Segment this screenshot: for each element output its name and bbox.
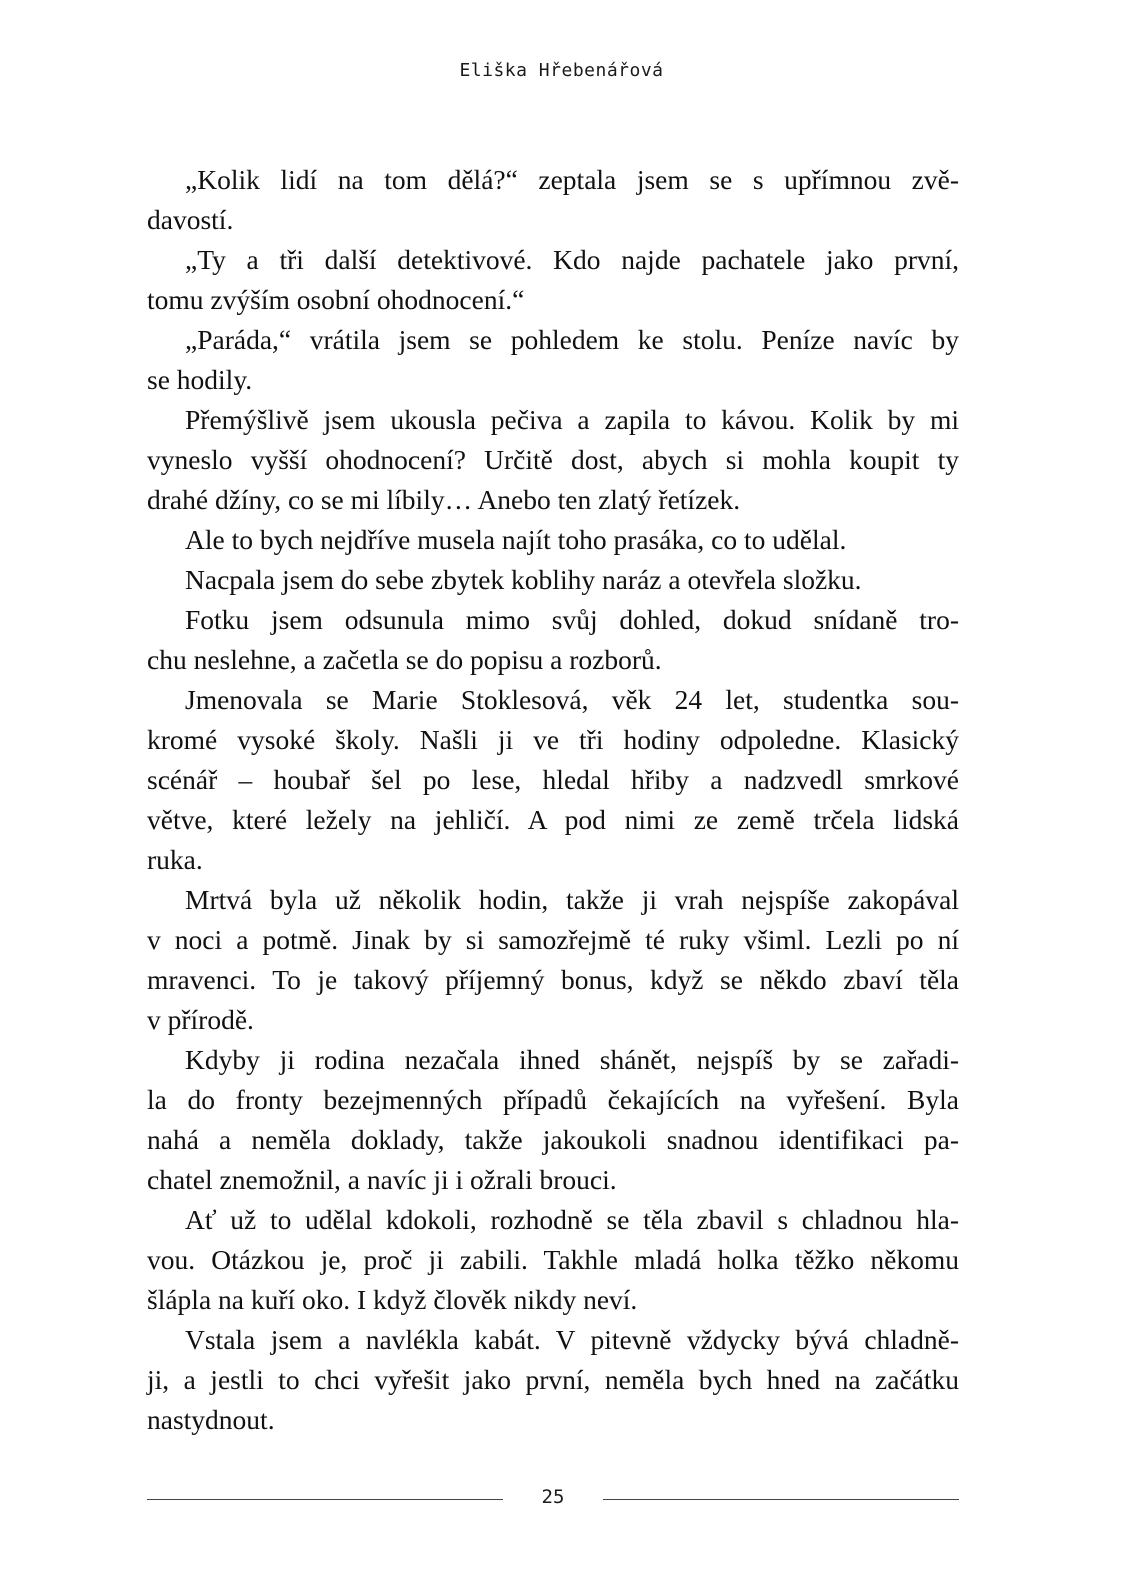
text-line: větve, které ležely na jehličí. A pod nimi ze země trčela lidská bbox=[147, 804, 959, 835]
text-line: nastydnout. bbox=[147, 1404, 275, 1435]
text-line: „Kolik lidí na tom dělá?“ zeptala jsem se s upřímnou zvě- bbox=[185, 164, 959, 195]
page-number: 25 bbox=[541, 1486, 565, 1508]
text-line: davostí. bbox=[147, 204, 234, 235]
text-line: chu neslehne, a začetla se do popisu a rozborů. bbox=[147, 644, 662, 675]
text-line: Přemýšlivě jsem ukousla pečiva a zapila to kávou. Kolik by mi bbox=[185, 404, 959, 435]
text-line: tomu zvýším osobní ohodnocení.“ bbox=[147, 284, 525, 315]
text-line: Vstala jsem a navlékla kabát. V pitevně vždycky bývá chladně- bbox=[185, 1324, 959, 1355]
body-text bbox=[147, 160, 959, 1440]
text-line: Kdyby ji rodina nezačala ihned shánět, nejspíš by se zařadi- bbox=[185, 1044, 959, 1075]
text-line: Nacpala jsem do sebe zbytek koblihy naráz a otevřela složku. bbox=[185, 564, 862, 595]
text-line: drahé džíny, co se mi líbily… Anebo ten zlatý řetízek. bbox=[147, 484, 741, 515]
text-line: vou. Otázkou je, proč ji zabili. Takhle mladá holka těžko někomu bbox=[147, 1244, 959, 1275]
text-line: la do fronty bezejmenných případů čekajících na vyřešení. Byla bbox=[147, 1084, 959, 1115]
footer-rule-right bbox=[603, 1499, 959, 1500]
text-line: vyneslo vyšší ohodnocení? Určitě dost, abych si mohla koupit ty bbox=[147, 444, 959, 475]
text-line: Mrtvá byla už několik hodin, takže ji vrah nejspíše zakopával bbox=[185, 884, 959, 915]
text-line: v noci a potmě. Jinak by si samozřejmě té ruky všiml. Lezli po ní bbox=[147, 924, 959, 955]
text-line: Ať už to udělal kdokoli, rozhodně se těla zbavil s chladnou hla- bbox=[185, 1204, 959, 1235]
text-line: šlápla na kuří oko. I když člověk nikdy neví. bbox=[147, 1284, 638, 1315]
text-line: „Ty a tři další detektivové. Kdo najde pachatele jako první, bbox=[185, 244, 959, 275]
text-line: mravenci. To je takový příjemný bonus, když se někdo zbaví těla bbox=[147, 964, 959, 995]
text-line: Ale to bych nejdříve musela najít toho prasáka, co to udělal. bbox=[185, 524, 847, 555]
text-line: chatel znemožnil, a navíc ji i ožrali brouci. bbox=[147, 1164, 617, 1195]
text-line: ji, a jestli to chci vyřešit jako první, neměla bych hned na začátku bbox=[147, 1364, 959, 1395]
text-line: Jmenovala se Marie Stoklesová, věk 24 let, studentka sou- bbox=[185, 684, 959, 715]
text-line: „Paráda,“ vrátila jsem se pohledem ke stolu. Peníze navíc by bbox=[185, 324, 959, 355]
text-line: scénář – houbař šel po lese, hledal hřiby a nadzvedl smrkové bbox=[147, 764, 959, 795]
running-head-author: Eliška Hřebenářová bbox=[459, 60, 664, 81]
text-line: kromé vysoké školy. Našli ji ve tři hodiny odpoledne. Klasický bbox=[147, 724, 959, 755]
text-line: Fotku jsem odsunula mimo svůj dohled, dokud snídaně tro- bbox=[185, 604, 959, 635]
text-line: nahá a neměla doklady, takže jakoukoli snadnou identifikaci pa- bbox=[147, 1124, 959, 1155]
page-footer bbox=[147, 1486, 959, 1510]
text-line: se hodily. bbox=[147, 364, 253, 395]
text-line: ruka. bbox=[147, 844, 203, 875]
text-line: v přírodě. bbox=[147, 1004, 254, 1035]
